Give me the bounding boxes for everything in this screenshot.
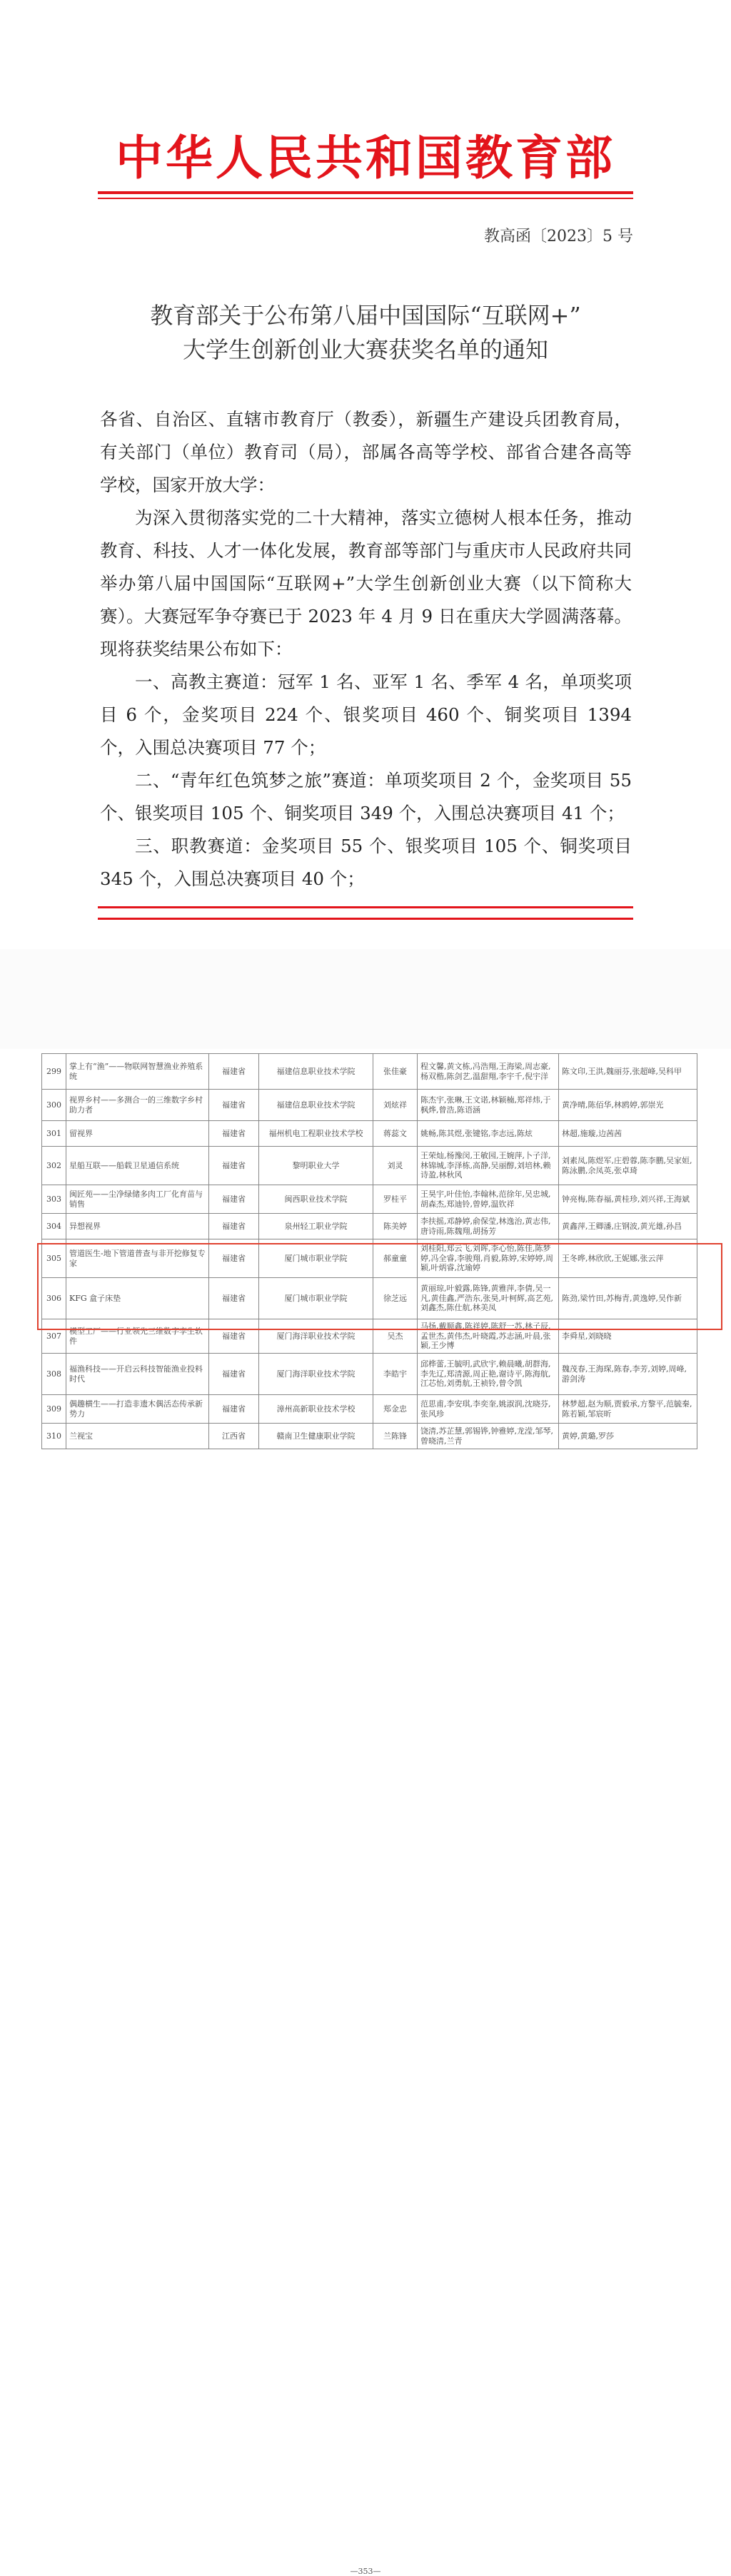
team-members-cell: 李扶摇,邓静婷,俞保莹,林逸治,黄志伟,唐诗雨,陈魏翔,胡扬芳	[418, 1214, 559, 1239]
notice-page	[0, 0, 731, 949]
table-row	[42, 1185, 697, 1214]
track-3-paragraph: 三、职教赛道：金奖项目 55 个、银奖项目 105 个、铜奖项目 345 个，入围总决赛项目 40 个；	[100, 836, 632, 889]
school-name-cell: 闽西职业技术学院	[259, 1185, 373, 1214]
row-index-cell: 307	[42, 1319, 66, 1354]
school-name-cell: 泉州轻工职业学院	[259, 1214, 373, 1239]
row-index-cell: 301	[42, 1121, 66, 1147]
mentors-cell: 陈文印,王洪,魏丽芬,张超峰,吴科甲	[559, 1054, 697, 1090]
mentors-cell: 林超,施璇,边茜茜	[559, 1121, 697, 1147]
school-name-cell: 福建信息职业技术学院	[259, 1090, 373, 1121]
team-members-cell: 姚畅,陈其煜,张键铭,李志远,陈炫	[418, 1121, 559, 1147]
project-name-cell: 掌上有“渔”——物联网智慧渔业养殖系统	[66, 1054, 209, 1090]
team-members-cell: 刘桂阳,郑云飞,刘晖,李心怡,陈佳,陈梦婷,冯全睿,李骏翔,肖毅,陈婷,宋婷婷,周颖,叶炳睿,沈瑜婷	[418, 1239, 559, 1278]
header-red-rule-thin	[98, 198, 633, 199]
row-index-cell: 303	[42, 1185, 66, 1214]
team-members-cell: 程文馨,黄文栋,冯浩翔,王海梁,周志豪,杨双楷,陈剑艺,温甜翔,李宇千,倪宇洋	[418, 1054, 559, 1090]
project-name-cell: 异想视界	[66, 1214, 209, 1239]
team-members-cell: 陈杰宇,张琳,王文诺,林颖楠,郑祥炜,于枫烨,曾浩,陈语涵	[418, 1090, 559, 1121]
mentors-cell: 黄婷,黄璐,罗莎	[559, 1424, 697, 1449]
row-index-cell: 302	[42, 1147, 66, 1185]
document-title	[0, 298, 731, 367]
project-name-cell: 模型工厂——行业领先三维数字孪生软件	[66, 1319, 209, 1354]
mentors-cell: 钟亮梅,陈春福,黄桂珍,刘兴祥,王海斌	[559, 1185, 697, 1214]
team-leader-cell: 郝童童	[373, 1239, 418, 1278]
school-name-cell: 漳州高新职业技术学校	[259, 1395, 373, 1424]
team-leader-cell: 刘灵	[373, 1147, 418, 1185]
school-name-cell: 赣南卫生健康职业学院	[259, 1424, 373, 1449]
table-row	[42, 1090, 697, 1121]
project-name-cell: KFG 盒子床垫	[66, 1278, 209, 1319]
row-index-cell: 308	[42, 1354, 66, 1395]
team-leader-cell: 兰陈锋	[373, 1424, 418, 1449]
table-row	[42, 1054, 697, 1090]
track-2-paragraph: 二、“青年红色筑梦之旅”赛道：单项奖项目 2 个，金奖项目 55 个、银奖项目 105 个、铜奖项目 349 个，入围总决赛项目 41 个；	[100, 770, 632, 823]
project-name-cell: 管道医生-地下管道普查与非开挖修复专家	[66, 1239, 209, 1278]
row-index-cell: 309	[42, 1395, 66, 1424]
table-row	[42, 1424, 697, 1449]
row-index-cell: 306	[42, 1278, 66, 1319]
province-cell: 福建省	[209, 1395, 259, 1424]
table-row	[42, 1121, 697, 1147]
school-name-cell: 福建信息职业技术学院	[259, 1054, 373, 1090]
team-members-cell: 王荣灿,杨豫闵,王敏园,王婉萍,卜子洋,林锦城,李泽栋,高静,吴丽醇,刘培林,赖诗盈,林秋风	[418, 1147, 559, 1185]
mentors-cell: 林梦超,赵为顺,贾毅承,方黎平,范毓秦,陈若颖,邹宸昕	[559, 1395, 697, 1424]
team-members-cell: 范思甫,李安琪,李奕奎,姚淑润,沈晓芬,张风珍	[418, 1395, 559, 1424]
project-name-cell: 视界乡村——多测合一的三维数字乡村助力者	[66, 1090, 209, 1121]
document-number: 教高函〔2023〕5 号	[484, 228, 633, 245]
province-cell: 福建省	[209, 1239, 259, 1278]
province-cell: 福建省	[209, 1185, 259, 1214]
team-leader-cell: 李皓宇	[373, 1354, 418, 1395]
team-leader-cell: 吴杰	[373, 1319, 418, 1354]
team-leader-cell: 刘炫祥	[373, 1090, 418, 1121]
team-members-cell: 饶清,苏芷慧,郭锡铧,钟雅婷,龙滢,邹琴,曾晓清,兰青	[418, 1424, 559, 1449]
school-name-cell: 厦门城市职业学院	[259, 1239, 373, 1278]
page-gap	[0, 949, 731, 1049]
mentors-cell: 李舜星,刘晓晓	[559, 1319, 697, 1354]
row-index-cell: 310	[42, 1424, 66, 1449]
highlight-box	[37, 1243, 722, 1330]
school-name-cell: 黎明职业大学	[259, 1147, 373, 1185]
province-cell: 福建省	[209, 1214, 259, 1239]
mentors-cell: 陈劲,梁竹田,苏梅青,黄逸婷,吴作新	[559, 1278, 697, 1319]
table-row	[42, 1354, 697, 1395]
document-body	[100, 403, 632, 896]
divider-red-rule-2	[98, 918, 633, 920]
project-name-cell: 兰视宝	[66, 1424, 209, 1449]
team-leader-cell: 郑金忠	[373, 1395, 418, 1424]
table-row	[42, 1147, 697, 1185]
project-name-cell: 福渔科技——开启云科技智能渔业投料时代	[66, 1354, 209, 1395]
team-leader-cell: 罗桂平	[373, 1185, 418, 1214]
divider-red-rule-1	[98, 906, 633, 908]
team-members-cell: 邱桦蕾,王毓明,武欣宇,赖晨曦,胡群海,李先辽,郑清源,周正艳,谢诗平,陈海航,江芯怡,刘勇航,王祯铃,曾令凯	[418, 1354, 559, 1395]
row-index-cell: 304	[42, 1214, 66, 1239]
province-cell: 福建省	[209, 1319, 259, 1354]
province-cell: 福建省	[209, 1054, 259, 1090]
team-members-cell: 黄丽琼,叶毅露,陈锋,黄雅萍,李倩,吴一凡,黄佳鑫,严浩东,张昊,叶柯辉,高艺苑,刘鑫杰,陈仕航,林美凤	[418, 1278, 559, 1319]
team-leader-cell: 徐芝远	[373, 1278, 418, 1319]
mentors-cell: 黄净晴,陈佰华,林鸥婷,郭崇光	[559, 1090, 697, 1121]
school-name-cell: 福州机电工程职业技术学校	[259, 1121, 373, 1147]
table-row	[42, 1214, 697, 1239]
page-number: —353—	[350, 2567, 381, 2576]
project-name-cell: 留视界	[66, 1121, 209, 1147]
province-cell: 福建省	[209, 1147, 259, 1185]
project-name-cell: 闽匠苑——尘净绿储多肉工厂化育苗与销售	[66, 1185, 209, 1214]
team-members-cell: 马扬,戴顺鑫,陈祥婷,陈舒一苏,林子辰,孟世杰,黄伟杰,叶晓霞,苏志涵,叶晨,张颖,王少博	[418, 1319, 559, 1354]
ministry-header: 中华人民共和国教育部	[116, 131, 615, 186]
team-members-cell: 王昊宇,叶佳怡,李翰林,范徐年,吴忠城,胡森杰,郑迪铃,曾婷,温钦祥	[418, 1185, 559, 1214]
addressee-paragraph: 各省、自治区、直辖市教育厅（教委），新疆生产建设兵团教育局，有关部门（单位）教育司（局），部属各高等学校、部省合建各高等学校，国家开放大学：	[100, 409, 632, 495]
title-line-2: 大学生创新创业大赛获奖名单的通知	[182, 336, 548, 363]
mentors-cell: 魏茂春,王海琛,陈春,李芳,刘婷,周峰,游剑涛	[559, 1354, 697, 1395]
row-index-cell: 300	[42, 1090, 66, 1121]
project-name-cell: 偶趣横生——打造非遗木偶活态传承新势力	[66, 1395, 209, 1424]
province-cell: 福建省	[209, 1090, 259, 1121]
province-cell: 江西省	[209, 1424, 259, 1449]
track-1-paragraph: 一、高教主赛道：冠军 1 名、亚军 1 名、季军 4 名，单项奖项目 6 个，金奖项目 224 个、银奖项目 460 个、铜奖项目 1394 个，入围总决赛项目 77 个；	[100, 671, 632, 758]
province-cell: 福建省	[209, 1278, 259, 1319]
intro-paragraph: 为深入贯彻落实党的二十大精神，落实立德树人根本任务，推动教育、科技、人才一体化发展，教育部等部门与重庆市人民政府共同举办第八届中国国际“互联网+”大学生创新创业大赛（以下简称大赛）。大赛冠军争夺赛已于 2023 年 4 月 9 日在重庆大学圆满落幕。现将获奖结果公布如下：	[100, 507, 632, 659]
row-index-cell: 299	[42, 1054, 66, 1090]
team-leader-cell: 陈美婷	[373, 1214, 418, 1239]
province-cell: 福建省	[209, 1121, 259, 1147]
school-name-cell: 厦门城市职业学院	[259, 1278, 373, 1319]
mentors-cell: 王冬晔,林欣欣,王妮娜,张云萍	[559, 1239, 697, 1278]
header-red-rule-thick	[98, 191, 633, 194]
province-cell: 福建省	[209, 1354, 259, 1395]
project-name-cell: 星船互联——船载卫星通信系统	[66, 1147, 209, 1185]
school-name-cell: 厦门海洋职业技术学院	[259, 1319, 373, 1354]
team-leader-cell: 张佳豪	[373, 1054, 418, 1090]
mentors-cell: 刘素凤,陈煜军,庄碧蓉,陈李鹏,吴家姮,陈泳鹏,余凤英,张卓琦	[559, 1147, 697, 1185]
row-index-cell: 305	[42, 1239, 66, 1278]
team-leader-cell: 蒋蕊文	[373, 1121, 418, 1147]
school-name-cell: 厦门海洋职业技术学院	[259, 1354, 373, 1395]
table-row	[42, 1395, 697, 1424]
title-line-1: 教育部关于公布第八届中国国际“互联网+”	[150, 302, 581, 329]
mentors-cell: 黄鑫萍,王卿潘,庄钢波,黄光雄,孙昌	[559, 1214, 697, 1239]
